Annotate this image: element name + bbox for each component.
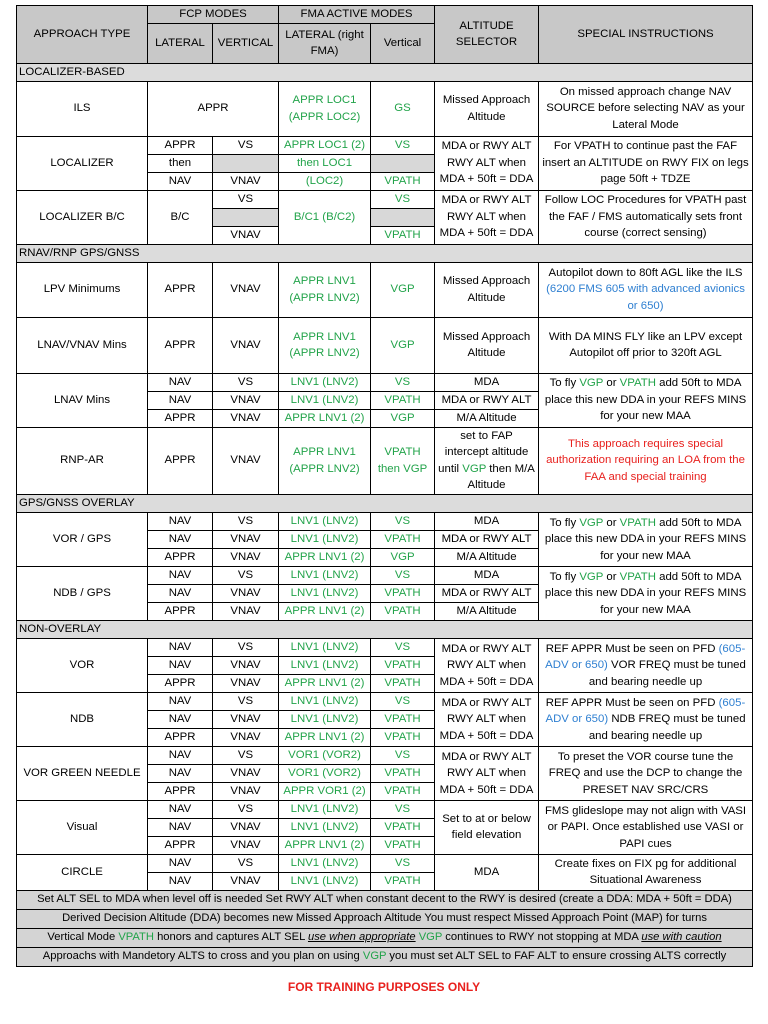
fcp-lateral-cell: NAV xyxy=(148,512,213,530)
fcp-vertical-cell: VNAV xyxy=(213,548,279,566)
fcp-lateral-cell: APPR xyxy=(148,782,213,800)
fcp-vertical-cell: VNAV xyxy=(213,427,279,494)
approach-type-cell: Visual xyxy=(17,800,148,854)
fma-lateral-cell: LNV1 (LNV2) xyxy=(279,584,371,602)
fcp-lateral-cell: NAV xyxy=(148,566,213,584)
header-fma-vertical: Vertical xyxy=(371,23,435,63)
altitude-cell: MDA or RWY ALT xyxy=(435,530,539,548)
fcp-vertical-cell: VNAV xyxy=(213,530,279,548)
fcp-vertical-cell: VNAV xyxy=(213,172,279,190)
table-row xyxy=(17,512,753,530)
fma-lateral-cell: APPR LNV1 (APPR LNV2) xyxy=(279,427,371,494)
fcp-vertical-cell: VS xyxy=(213,638,279,656)
fcp-vertical-cell: VNAV xyxy=(213,818,279,836)
fcp-vertical-cell: VS xyxy=(213,692,279,710)
table-row xyxy=(17,800,753,818)
section-overlay: GPS/GNSS OVERLAY xyxy=(17,494,753,512)
fcp-lateral-cell: NAV xyxy=(148,746,213,764)
fcp-lateral-cell: NAV xyxy=(148,800,213,818)
fma-lateral-cell: APPR VOR1 (2) xyxy=(279,782,371,800)
table-row xyxy=(17,638,753,656)
fcp-lateral-cell: APPR xyxy=(148,317,213,373)
approach-type-cell: NDB xyxy=(17,692,148,746)
fma-lateral-cell: APPR LOC1 (APPR LOC2) xyxy=(279,81,371,136)
altitude-cell: Set to at or below field elevation xyxy=(435,800,539,854)
approach-type-cell: LPV Minimums xyxy=(17,262,148,317)
fcp-vertical-cell: VS xyxy=(213,854,279,872)
fma-lateral-cell: LNV1 (LNV2) xyxy=(279,656,371,674)
fma-lateral-cell: APPR LNV1 (2) xyxy=(279,409,371,427)
altitude-cell: MDA or RWY ALT RWY ALT when MDA + 50ft = DDA xyxy=(435,746,539,800)
altitude-cell: M/A Altitude xyxy=(435,602,539,620)
fcp-lateral-cell: APPR xyxy=(148,674,213,692)
fma-lateral-cell: LNV1 (LNV2) xyxy=(279,692,371,710)
fma-lateral-cell: then LOC1 xyxy=(279,154,371,172)
altitude-cell: MDA or RWY ALT xyxy=(435,391,539,409)
fcp-lateral-cell: NAV xyxy=(148,818,213,836)
fcp-lateral-cell: NAV xyxy=(148,391,213,409)
fcp-vertical-cell: VS xyxy=(213,512,279,530)
fcp-cell: APPR xyxy=(148,81,279,136)
section-nonoverlay: NON-OVERLAY xyxy=(17,620,753,638)
table-row xyxy=(17,317,753,373)
fma-vertical-cell xyxy=(371,208,435,226)
table-row xyxy=(17,81,753,136)
approach-modes-table xyxy=(16,5,753,967)
fcp-lateral-cell: then xyxy=(148,154,213,172)
fma-vertical-cell: VPATH xyxy=(371,530,435,548)
fma-lateral-cell: LNV1 (LNV2) xyxy=(279,638,371,656)
altitude-cell: set to FAP intercept altitude until VGP then M/A Altitude xyxy=(435,427,539,494)
fcp-lateral-cell: APPR xyxy=(148,409,213,427)
approach-type-cell: LNAV Mins xyxy=(17,373,148,427)
fcp-lateral-cell: APPR xyxy=(148,728,213,746)
header-approach-type: APPROACH TYPE xyxy=(17,6,148,64)
special-cell: This approach requires special authorization requiring an LOA from the FAA and special training xyxy=(539,427,753,494)
section-rnav: RNAV/RNP GPS/GNSS xyxy=(17,244,753,262)
fcp-vertical-cell: VNAV xyxy=(213,391,279,409)
fma-vertical-cell: VPATH xyxy=(371,836,435,854)
fcp-vertical-cell: VNAV xyxy=(213,764,279,782)
fcp-lateral-cell: B/C xyxy=(148,190,213,244)
fma-lateral-cell: LNV1 (LNV2) xyxy=(279,566,371,584)
altitude-cell: MDA or RWY ALT xyxy=(435,584,539,602)
fcp-lateral-cell: NAV xyxy=(148,530,213,548)
fma-vertical-cell: VPATH xyxy=(371,391,435,409)
fma-vertical-cell: VPATH xyxy=(371,872,435,890)
table-row xyxy=(17,373,753,391)
special-cell: To fly VGP or VPATH add 50ft to MDA place this new DDA in your REFS MINS for your new MAA xyxy=(539,512,753,566)
special-cell: Follow LOC Procedures for VPATH past the FAF / FMS automatically sets front course (correct sensing) xyxy=(539,190,753,244)
fcp-lateral-cell: APPR xyxy=(148,836,213,854)
approach-type-cell: LOCALIZER B/C xyxy=(17,190,148,244)
fcp-vertical-cell: VNAV xyxy=(213,782,279,800)
fcp-vertical-cell: VS xyxy=(213,746,279,764)
fcp-lateral-cell: NAV xyxy=(148,764,213,782)
table-row xyxy=(17,566,753,584)
fcp-lateral-cell: NAV xyxy=(148,710,213,728)
altitude-cell: Missed Approach Altitude xyxy=(435,262,539,317)
fma-vertical-cell: VS xyxy=(371,746,435,764)
table-row xyxy=(17,692,753,710)
fma-lateral-cell: APPR LOC1 (2) xyxy=(279,136,371,154)
altitude-cell: M/A Altitude xyxy=(435,409,539,427)
header-fcp-modes: FCP MODES xyxy=(148,6,279,24)
special-cell: For VPATH to continue past the FAF insert an ALTITUDE on RWY FIX on legs page 50ft + TDZE xyxy=(539,136,753,190)
fma-lateral-cell: LNV1 (LNV2) xyxy=(279,512,371,530)
approach-type-cell: VOR GREEN NEEDLE xyxy=(17,746,148,800)
approach-type-cell: CIRCLE xyxy=(17,854,148,890)
fcp-vertical-cell: VNAV xyxy=(213,317,279,373)
fcp-lateral-cell: NAV xyxy=(148,638,213,656)
table-row xyxy=(17,746,753,764)
fcp-lateral-cell: APPR xyxy=(148,136,213,154)
fma-vertical-cell: VPATH xyxy=(371,584,435,602)
fma-vertical-cell: VPATH xyxy=(371,602,435,620)
fma-lateral-cell: VOR1 (VOR2) xyxy=(279,764,371,782)
fma-lateral-cell: LNV1 (LNV2) xyxy=(279,872,371,890)
fcp-lateral-cell: APPR xyxy=(148,602,213,620)
fma-lateral-cell: LNV1 (LNV2) xyxy=(279,373,371,391)
special-cell: Create fixes on FIX pg for additional Situational Awareness xyxy=(539,854,753,890)
fma-lateral-cell: B/C1 (B/C2) xyxy=(279,190,371,244)
fcp-vertical-cell: VNAV xyxy=(213,226,279,244)
header-altitude-selector: ALTITUDE SELECTOR xyxy=(435,6,539,64)
header-fma-active-modes: FMA ACTIVE MODES xyxy=(279,6,435,24)
fma-vertical-cell: VGP xyxy=(371,548,435,566)
fma-vertical-cell: VGP xyxy=(371,262,435,317)
fcp-lateral-cell: NAV xyxy=(148,584,213,602)
special-cell: With DA MINS FLY like an LPV except Autopilot off prior to 320ft AGL xyxy=(539,317,753,373)
table-row xyxy=(17,190,753,208)
fma-vertical-cell: VPATH xyxy=(371,226,435,244)
fma-vertical-cell xyxy=(371,154,435,172)
special-cell: REF APPR Must be seen on PFD (605-ADV or 650) VOR FREQ must be tuned and bearing needle up xyxy=(539,638,753,692)
fcp-vertical-cell: VNAV xyxy=(213,836,279,854)
fma-vertical-cell: VPATH xyxy=(371,710,435,728)
fcp-vertical-cell: VNAV xyxy=(213,602,279,620)
note-dda: Derived Decision Altitude (DDA) becomes new Missed Approach Altitude You must respect Missed Approach Point (MAP) for turns xyxy=(17,909,753,928)
approach-type-cell: VOR / GPS xyxy=(17,512,148,566)
fma-lateral-cell: APPR LNV1 (APPR LNV2) xyxy=(279,317,371,373)
fcp-lateral-cell: NAV xyxy=(148,854,213,872)
fma-lateral-cell: LNV1 (LNV2) xyxy=(279,391,371,409)
fma-lateral-cell: LNV1 (LNV2) xyxy=(279,710,371,728)
fcp-vertical-cell xyxy=(213,208,279,226)
fma-vertical-cell: VGP xyxy=(371,409,435,427)
fcp-lateral-cell: APPR xyxy=(148,262,213,317)
fma-vertical-cell: VS xyxy=(371,136,435,154)
header-special-instructions: SPECIAL INSTRUCTIONS xyxy=(539,6,753,64)
fcp-lateral-cell: NAV xyxy=(148,692,213,710)
table-row xyxy=(17,427,753,494)
fcp-vertical-cell: VNAV xyxy=(213,584,279,602)
fma-vertical-cell: VS xyxy=(371,638,435,656)
fma-vertical-cell: VS xyxy=(371,373,435,391)
altitude-cell: MDA or RWY ALT RWY ALT when MDA + 50ft = DDA xyxy=(435,190,539,244)
fma-vertical-cell: VPATH xyxy=(371,818,435,836)
header-fcp-vertical: VERTICAL xyxy=(213,23,279,63)
fma-lateral-cell: APPR LNV1 (2) xyxy=(279,548,371,566)
fma-lateral-cell: LNV1 (LNV2) xyxy=(279,818,371,836)
fma-vertical-cell: GS xyxy=(371,81,435,136)
fma-lateral-cell: APPR LNV1 (APPR LNV2) xyxy=(279,262,371,317)
fcp-lateral-cell: NAV xyxy=(148,656,213,674)
fma-lateral-cell: APPR LNV1 (2) xyxy=(279,602,371,620)
special-cell: Autopilot down to 80ft AGL like the ILS (6200 FMS 605 with advanced avionics or 650) xyxy=(539,262,753,317)
fma-vertical-cell: VPATH xyxy=(371,782,435,800)
special-cell: On missed approach change NAV SOURCE before selecting NAV as your Lateral Mode xyxy=(539,81,753,136)
approach-table xyxy=(16,5,752,967)
fcp-vertical-cell: VNAV xyxy=(213,872,279,890)
fma-vertical-cell: VPATH then VGP xyxy=(371,427,435,494)
approach-type-cell: ILS xyxy=(17,81,148,136)
approach-type-cell: RNP-AR xyxy=(17,427,148,494)
header-fcp-lateral: LATERAL xyxy=(148,23,213,63)
fcp-lateral-cell: NAV xyxy=(148,172,213,190)
approach-type-cell: NDB / GPS xyxy=(17,566,148,620)
altitude-cell: MDA or RWY ALT RWY ALT when MDA + 50ft = DDA xyxy=(435,136,539,190)
special-cell: FMS glideslope may not align with VASI or PAPI. Once established use VASI or PAPI cues xyxy=(539,800,753,854)
fma-vertical-cell: VS xyxy=(371,854,435,872)
fcp-vertical-cell: VS xyxy=(213,373,279,391)
fcp-vertical-cell: VS xyxy=(213,566,279,584)
approach-type-cell: LOCALIZER xyxy=(17,136,148,190)
fma-vertical-cell: VPATH xyxy=(371,728,435,746)
fcp-lateral-cell: APPR xyxy=(148,548,213,566)
fma-vertical-cell: VS xyxy=(371,566,435,584)
special-cell: To preset the VOR course tune the FREQ and use the DCP to change the PRESET NAV SRC/CRS xyxy=(539,746,753,800)
fcp-vertical-cell: VNAV xyxy=(213,674,279,692)
fcp-vertical-cell: VNAV xyxy=(213,262,279,317)
fcp-vertical-cell: VNAV xyxy=(213,409,279,427)
altitude-cell: MDA xyxy=(435,854,539,890)
fcp-vertical-cell: VS xyxy=(213,136,279,154)
fcp-lateral-cell: NAV xyxy=(148,872,213,890)
table-row xyxy=(17,136,753,154)
fcp-vertical-cell xyxy=(213,154,279,172)
altitude-cell: MDA xyxy=(435,512,539,530)
altitude-cell: MDA or RWY ALT RWY ALT when MDA + 50ft = DDA xyxy=(435,692,539,746)
fma-vertical-cell: VS xyxy=(371,692,435,710)
fma-vertical-cell: VS xyxy=(371,190,435,208)
fcp-lateral-cell: APPR xyxy=(148,427,213,494)
fma-lateral-cell: LNV1 (LNV2) xyxy=(279,530,371,548)
fma-lateral-cell: VOR1 (VOR2) xyxy=(279,746,371,764)
fma-vertical-cell: VPATH xyxy=(371,674,435,692)
fma-lateral-cell: LNV1 (LNV2) xyxy=(279,854,371,872)
fma-vertical-cell: VPATH xyxy=(371,764,435,782)
table-row xyxy=(17,854,753,872)
fma-vertical-cell: VS xyxy=(371,512,435,530)
table-row xyxy=(17,262,753,317)
special-cell: REF APPR Must be seen on PFD (605-ADV or 650) NDB FREQ must be tuned and bearing needle up xyxy=(539,692,753,746)
fma-vertical-cell: VPATH xyxy=(371,656,435,674)
altitude-cell: Missed Approach Altitude xyxy=(435,317,539,373)
approach-type-cell: VOR xyxy=(17,638,148,692)
note-mandatory-alts: Approachs with Mandetory ALTS to cross and you plan on using VGP you must set ALT SEL to FAF ALT to ensure crossing ALTS correctly xyxy=(17,947,753,966)
section-localizer: LOCALIZER-BASED xyxy=(17,63,753,81)
special-cell: To fly VGP or VPATH add 50ft to MDA place this new DDA in your REFS MINS for your new MAA xyxy=(539,566,753,620)
fma-vertical-cell: VPATH xyxy=(371,172,435,190)
altitude-cell: MDA xyxy=(435,566,539,584)
fcp-lateral-cell: NAV xyxy=(148,373,213,391)
fma-lateral-cell: APPR LNV1 (2) xyxy=(279,674,371,692)
fcp-vertical-cell: VS xyxy=(213,800,279,818)
fma-vertical-cell: VGP xyxy=(371,317,435,373)
altitude-cell: Missed Approach Altitude xyxy=(435,81,539,136)
fma-lateral-cell: APPR LNV1 (2) xyxy=(279,728,371,746)
fma-lateral-cell: APPR LNV1 (2) xyxy=(279,836,371,854)
altitude-cell: M/A Altitude xyxy=(435,548,539,566)
training-disclaimer: FOR TRAINING PURPOSES ONLY xyxy=(287,980,481,994)
fcp-vertical-cell: VS xyxy=(213,190,279,208)
fma-lateral-cell: (LOC2) xyxy=(279,172,371,190)
fcp-vertical-cell: VNAV xyxy=(213,710,279,728)
fma-lateral-cell: LNV1 (LNV2) xyxy=(279,800,371,818)
approach-type-cell: LNAV/VNAV Mins xyxy=(17,317,148,373)
header-fma-lateral: LATERAL (right FMA) xyxy=(279,23,371,63)
altitude-cell: MDA xyxy=(435,373,539,391)
note-alt-sel: Set ALT SEL to MDA when level off is needed Set RWY ALT when constant decent to the RWY is desired (create a DDA: MDA + 50ft = DDA) xyxy=(17,890,753,909)
special-cell: To fly VGP or VPATH add 50ft to MDA place this new DDA in your REFS MINS for your new MAA xyxy=(539,373,753,427)
altitude-cell: MDA or RWY ALT RWY ALT when MDA + 50ft = DDA xyxy=(435,638,539,692)
fma-vertical-cell: VS xyxy=(371,800,435,818)
fcp-vertical-cell: VNAV xyxy=(213,728,279,746)
note-vertical-mode: Vertical Mode VPATH honors and captures ALT SEL use when appropriate VGP continues to RWY not stopping at MDA use with caution xyxy=(17,928,753,947)
fcp-vertical-cell: VNAV xyxy=(213,656,279,674)
